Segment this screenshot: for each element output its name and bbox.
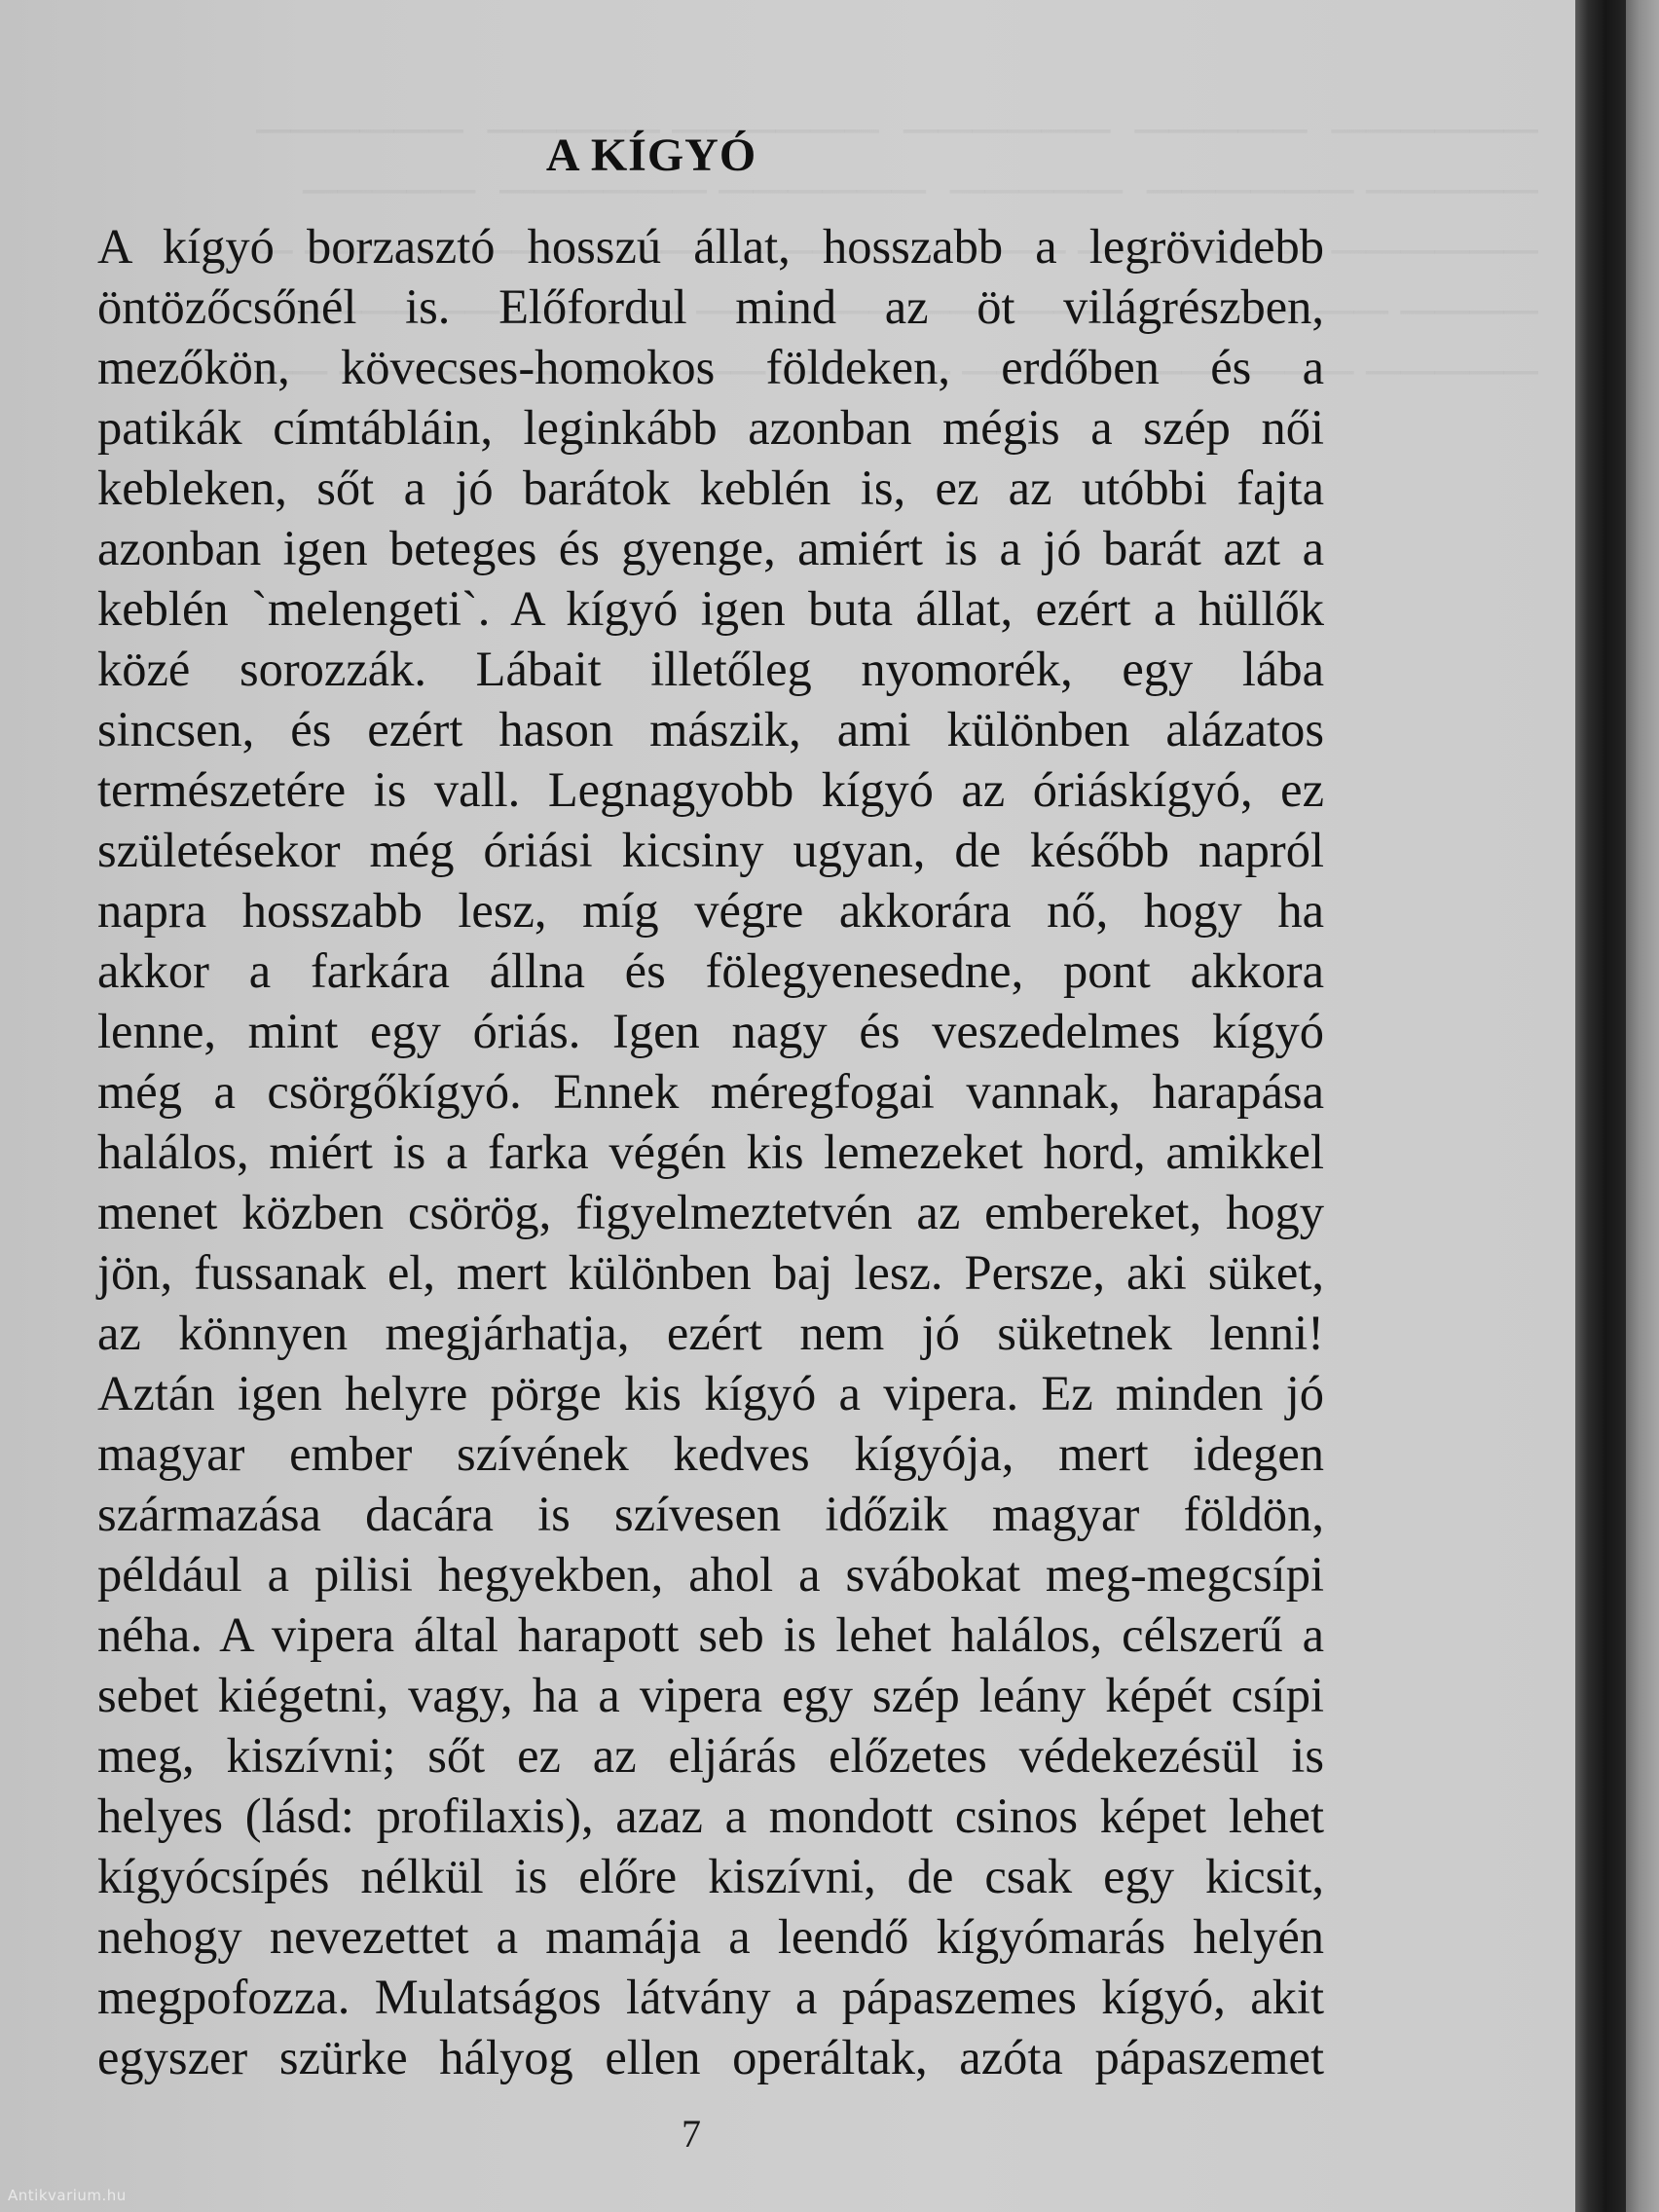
body-text: [97, 216, 1324, 2087]
text-line: Aztán igen helyre pörge kis kígyó a vipera. Ez minden jó: [97, 1366, 1324, 1420]
book-binding-shadow: [1575, 0, 1626, 2212]
text-line: sincsen, és ezért hason mászik, ami különben alázatos: [97, 702, 1324, 756]
text-line: természetére is vall. Legnagyobb kígyó az óriáskígyó, ez: [97, 762, 1324, 817]
watermark: Antikvarium.hu: [8, 2187, 127, 2204]
text-line: sebet kiégetni, vagy, ha a vipera egy szép leány képét csípi: [97, 1668, 1324, 1722]
text-line: magyar ember szívének kedves kígyója, mert idegen: [97, 1426, 1324, 1481]
text-line: megpofozza. Mulatságos látvány a pápaszemes kígyó, akit: [97, 1970, 1324, 2024]
text-line: helyes (lásd: profilaxis), azaz a mondott csinos képet lehet: [97, 1788, 1324, 1843]
text-line: születésekor még óriási kicsiny ugyan, de később napról: [97, 823, 1324, 877]
text-line: akkor a farkára állna és fölegyenesedne, pont akkora: [97, 943, 1324, 998]
text-line: menet közben csörög, figyelmeztetvén az embereket, hogy: [97, 1185, 1324, 1239]
text-line: napra hosszabb lesz, míg végre akkorára nő, hogy ha: [97, 883, 1324, 938]
text-line: lenne, mint egy óriás. Igen nagy és veszedelmes kígyó: [97, 1004, 1324, 1058]
text-line: néha. A vipera által harapott seb is lehet halálos, célszerű a: [97, 1607, 1324, 1662]
text-line: az könnyen megjárhatja, ezért nem jó süketnek lenni!: [97, 1306, 1324, 1360]
text-line: közé sorozzák. Lábait illetőleg nyomorék, egy lába: [97, 642, 1324, 696]
text-line: származása dacára is szívesen időzik magyar földön,: [97, 1487, 1324, 1541]
text-line: halálos, miért is a farka végén kis lemezeket hord, amikkel: [97, 1124, 1324, 1179]
table-edge: [1626, 0, 1659, 2212]
text-line: öntözőcsőnél is. Előfordul mind az öt világrészben,: [97, 279, 1324, 334]
text-line: kebleken, sőt a jó barátok keblén is, ez az utóbbi fajta: [97, 461, 1324, 515]
text-line: kígyócsípés nélkül is előre kiszívni, de csak egy kicsit,: [97, 1849, 1324, 1903]
text-line: például a pilisi hegyekben, ahol a svábokat meg-megcsípi: [97, 1547, 1324, 1602]
text-line: nehogy nevezettet a mamája a leendő kígyómarás helyén: [97, 1909, 1324, 1964]
text-line: meg, kiszívni; sőt ez az eljárás előzetes védekezésül is: [97, 1728, 1324, 1783]
text-line: A kígyó borzasztó hosszú állat, hosszabb a legrövidebb: [97, 219, 1324, 274]
text-line: egyszer szürke hályog ellen operáltak, azóta pápaszemet: [97, 2030, 1324, 2084]
text-line: mezőkön, kövecses-homokos földeken, erdőben és a: [97, 340, 1324, 394]
text-line: azonban igen beteges és gyenge, amiért is a jó barát azt a: [97, 521, 1324, 575]
page-number: 7: [682, 2112, 701, 2156]
text-line: jön, fussanak el, mert különben baj lesz. Persze, aki süket,: [97, 1245, 1324, 1300]
text-line: még a csörgőkígyó. Ennek méregfogai vannak, harapása: [97, 1064, 1324, 1119]
text-line: keblén `melengeti`. A kígyó igen buta állat, ezért a hüllők: [97, 581, 1324, 636]
text-line: patikák címtábláin, leginkább azonban mégis a szép női: [97, 400, 1324, 455]
chapter-title: A KÍGYÓ: [545, 129, 757, 182]
